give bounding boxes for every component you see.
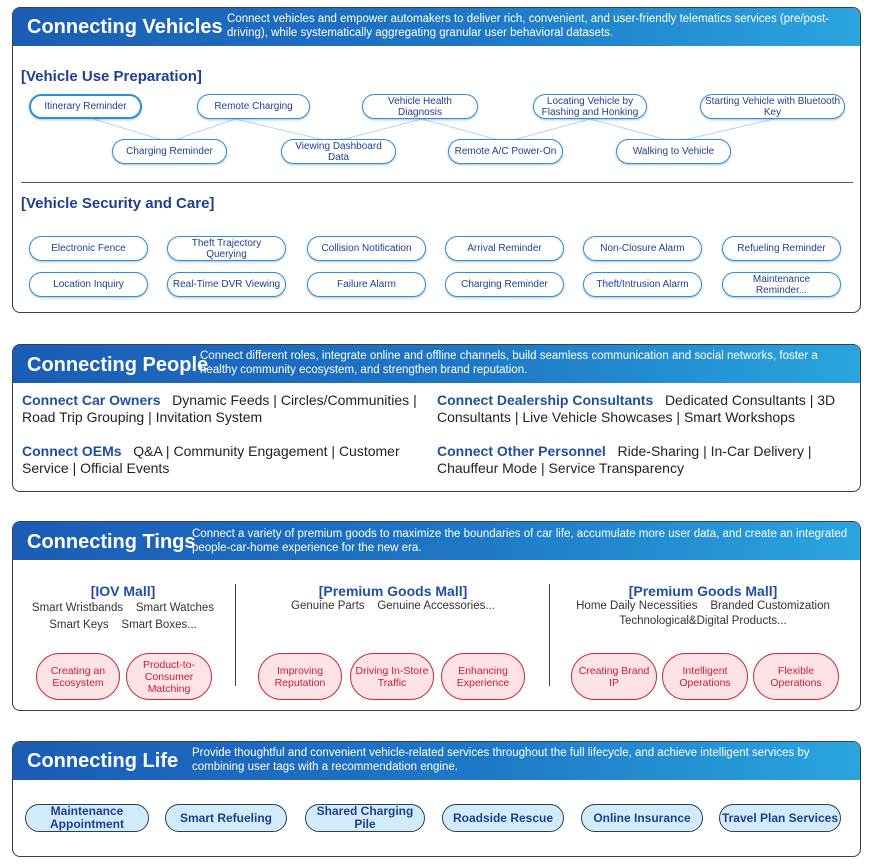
connect-dealership-consultants: [437, 392, 847, 426]
tings-separator-2: [549, 584, 550, 686]
tings-header: [13, 522, 860, 560]
service-roadside-rescue[interactable]: Roadside Rescue: [442, 804, 564, 832]
premium-goods-mall-title-1: [Premium Goods Mall]: [318, 583, 468, 599]
badge-enhancing-experience[interactable]: Enhancing Experience: [441, 653, 525, 700]
badge-product-to-consumer-matching[interactable]: Product-to-Consumer Matching: [126, 653, 212, 700]
service-maintenance-appointment[interactable]: Maintenance Appointment: [25, 804, 149, 832]
connect-other-heading: Connect Other Personnel: [437, 443, 606, 459]
pill-maintenance-reminder[interactable]: Maintenance Reminder...: [722, 272, 841, 297]
connect-oems-text: Q&A | Community Engagement | Customer Service | Official Events: [22, 443, 400, 476]
pill-remote-charging[interactable]: Remote Charging: [197, 94, 310, 119]
people-description: Connect different roles, integrate online and offline channels, build seamless communication and social networks, foster a healthy community ecosystem, and strengthen brand reputation.: [200, 350, 818, 376]
connecting-people-panel: [12, 344, 861, 492]
iov-mall-title: [IOV Mall]: [90, 583, 156, 599]
pill-theft-intrusion-alarm[interactable]: Theft/Intrusion Alarm: [583, 272, 702, 297]
badge-driving-in-store-traffic[interactable]: Driving In-Store Traffic: [350, 653, 434, 700]
connect-dealership-heading: Connect Dealership Consultants: [437, 392, 654, 408]
vehicle-use-preparation-title: [Vehicle Use Preparation]: [21, 68, 202, 85]
pill-starting-vehicle-bluetooth[interactable]: Starting Vehicle with Bluetooth Key: [700, 94, 845, 119]
pill-location-inquiry[interactable]: Location Inquiry: [29, 272, 148, 297]
pill-arrival-reminder[interactable]: Arrival Reminder: [445, 236, 564, 261]
connect-car-owners: [22, 392, 422, 426]
vehicles-description: Connect vehicles and empower automakers to deliver rich, convenient, and user-friendly telematics services (pre/post-driving), while systematically aggregating granular user behavioral datasets.: [227, 13, 830, 39]
premium-goods-mall-title-2: [Premium Goods Mall]: [628, 583, 778, 599]
connect-oems-heading: Connect OEMs: [22, 443, 122, 459]
tings-separator-1: [235, 584, 236, 686]
connect-oems: [22, 443, 422, 477]
service-smart-refueling[interactable]: Smart Refueling: [165, 804, 287, 832]
tings-title: Connecting Tings: [27, 531, 196, 553]
tings-description: Connect a variety of premium goods to maximize the boundaries of car life, accumulate more user data, and create an integrated people-car-home experience for the new era.: [192, 528, 848, 554]
pill-charging-reminder[interactable]: Charging Reminder: [112, 139, 227, 164]
premium-goods-mall-2-line-2: Technological&Digital Products...: [619, 615, 787, 627]
vehicle-security-care-title: [Vehicle Security and Care]: [21, 195, 215, 212]
badge-improving-reputation[interactable]: Improving Reputation: [258, 653, 342, 700]
badge-creating-an-ecosystem[interactable]: Creating an Ecosystem: [36, 653, 120, 700]
people-title: Connecting People: [27, 354, 209, 376]
life-title: Connecting Life: [27, 750, 179, 772]
connect-car-owners-text: Dynamic Feeds | Circles/Communities | Road Trip Grouping | Invitation System: [22, 392, 417, 425]
pill-non-closure-alarm[interactable]: Non-Closure Alarm: [583, 236, 702, 261]
life-description: Provide thoughtful and convenient vehicle-related services throughout the full lifecycle, and achieve intelligent services by combining user tags with a recommendation engine.: [192, 747, 810, 773]
pill-walking-to-vehicle[interactable]: Walking to Vehicle: [616, 139, 731, 164]
premium-goods-mall-2-line-1: Home Daily Necessities Branded Customization: [576, 600, 830, 612]
connect-other-text: Ride-Sharing | In-Car Delivery | Chauffeur Mode | Service Transparency: [437, 443, 812, 476]
vehicles-title: Connecting Vehicles: [27, 16, 223, 38]
pill-theft-trajectory-querying[interactable]: Theft Trajectory Querying: [167, 236, 286, 261]
connecting-life-panel: [12, 741, 861, 857]
life-header: [13, 742, 860, 780]
pill-itinerary-reminder[interactable]: Itinerary Reminder: [29, 94, 142, 119]
connect-car-owners-heading: Connect Car Owners: [22, 392, 161, 408]
iov-mall-line-1: Smart Wristbands Smart Watches: [31, 602, 215, 614]
connect-other-personnel: [437, 443, 847, 477]
service-online-insurance[interactable]: Online Insurance: [581, 804, 703, 832]
iov-mall-line-2: Smart Keys Smart Boxes...: [49, 619, 197, 631]
service-travel-plan-services[interactable]: Travel Plan Services: [719, 804, 841, 832]
vehicles-header: [13, 8, 860, 46]
pill-failure-alarm[interactable]: Failure Alarm: [307, 272, 426, 297]
badge-flexible-operations[interactable]: Flexible Operations: [753, 653, 839, 700]
people-header: [13, 345, 860, 383]
service-shared-charging-pile[interactable]: Shared Charging Pile: [305, 804, 425, 832]
pill-locating-vehicle[interactable]: Locating Vehicle by Flashing and Honking: [533, 94, 647, 119]
pill-refueling-reminder[interactable]: Refueling Reminder: [722, 236, 841, 261]
badge-intelligent-operations[interactable]: Intelligent Operations: [662, 653, 748, 700]
pill-remote-ac-power-on[interactable]: Remote A/C Power-On: [448, 139, 563, 164]
connecting-tings-panel: [12, 521, 861, 711]
pill-vehicle-health-diagnosis[interactable]: Vehicle Health Diagnosis: [362, 94, 478, 119]
badge-creating-brand-ip[interactable]: Creating Brand IP: [571, 653, 657, 700]
connecting-vehicles-panel: [12, 7, 861, 313]
pill-real-time-dvr-viewing[interactable]: Real-Time DVR Viewing: [167, 272, 286, 297]
connect-dealership-text: Dedicated Consultants | 3D Consultants | Live Vehicle Showcases | Smart Workshops: [437, 392, 836, 425]
pill-charging-reminder-security[interactable]: Charging Reminder: [445, 272, 564, 297]
premium-goods-mall-1-line-1: Genuine Parts Genuine Accessories...: [291, 600, 495, 612]
pill-electronic-fence[interactable]: Electronic Fence: [29, 236, 148, 261]
vehicles-section-divider: [21, 182, 853, 183]
pill-viewing-dashboard-data[interactable]: Viewing Dashboard Data: [281, 139, 396, 164]
pill-collision-notification[interactable]: Collision Notification: [307, 236, 426, 261]
